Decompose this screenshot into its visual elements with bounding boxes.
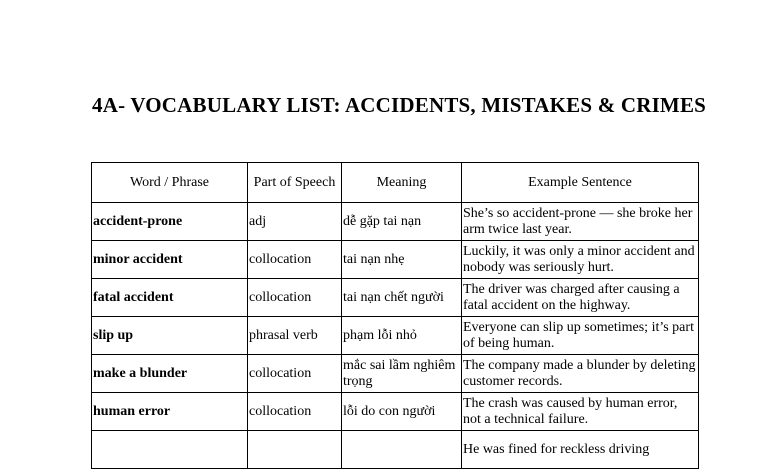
word-cell: make a blunder (92, 355, 248, 393)
meaning-cell (342, 431, 462, 469)
table-row (92, 203, 699, 241)
sentence-cell: Everyone can slip up sometimes; it’s part of being human. (462, 317, 699, 355)
word-cell: fatal accident (92, 279, 248, 317)
pos-cell: collocation (248, 393, 342, 431)
table-row (92, 279, 699, 317)
header-part-of-speech: Part of Speech (248, 163, 342, 203)
table-header-row (92, 163, 699, 203)
header-meaning: Meaning (342, 163, 462, 203)
table-row (92, 241, 699, 279)
vocabulary-table (91, 162, 699, 469)
meaning-cell: lỗi do con người (342, 393, 462, 431)
pos-cell: phrasal verb (248, 317, 342, 355)
sentence-cell: The crash was caused by human error, not a technical failure. (462, 393, 699, 431)
word-cell: accident-prone (92, 203, 248, 241)
meaning-cell: dễ gặp tai nạn (342, 203, 462, 241)
table-row (92, 431, 699, 469)
sentence-cell: The driver was charged after causing a fatal accident on the highway. (462, 279, 699, 317)
pos-cell: collocation (248, 241, 342, 279)
meaning-cell: phạm lỗi nhỏ (342, 317, 462, 355)
header-example-sentence: Example Sentence (462, 163, 699, 203)
pos-cell: collocation (248, 279, 342, 317)
pos-cell: collocation (248, 355, 342, 393)
page-title: 4A- VOCABULARY LIST: ACCIDENTS, MISTAKES & CRIMES (92, 93, 707, 117)
pos-cell: adj (248, 203, 342, 241)
meaning-cell: tai nạn chết người (342, 279, 462, 317)
word-cell: minor accident (92, 241, 248, 279)
table-row (92, 317, 699, 355)
table-row (92, 393, 699, 431)
header-word: Word / Phrase (92, 163, 248, 203)
word-cell: human error (92, 393, 248, 431)
word-cell: slip up (92, 317, 248, 355)
sentence-cell: He was fined for reckless driving (462, 431, 699, 469)
sentence-cell: She’s so accident-prone — she broke her arm twice last year. (462, 203, 699, 241)
word-cell (92, 431, 248, 469)
meaning-cell: mắc sai lầm nghiêm trọng (342, 355, 462, 393)
sentence-cell: Luckily, it was only a minor accident and nobody was seriously hurt. (462, 241, 699, 279)
table-row (92, 355, 699, 393)
pos-cell (248, 431, 342, 469)
meaning-cell: tai nạn nhẹ (342, 241, 462, 279)
sentence-cell: The company made a blunder by deleting customer records. (462, 355, 699, 393)
